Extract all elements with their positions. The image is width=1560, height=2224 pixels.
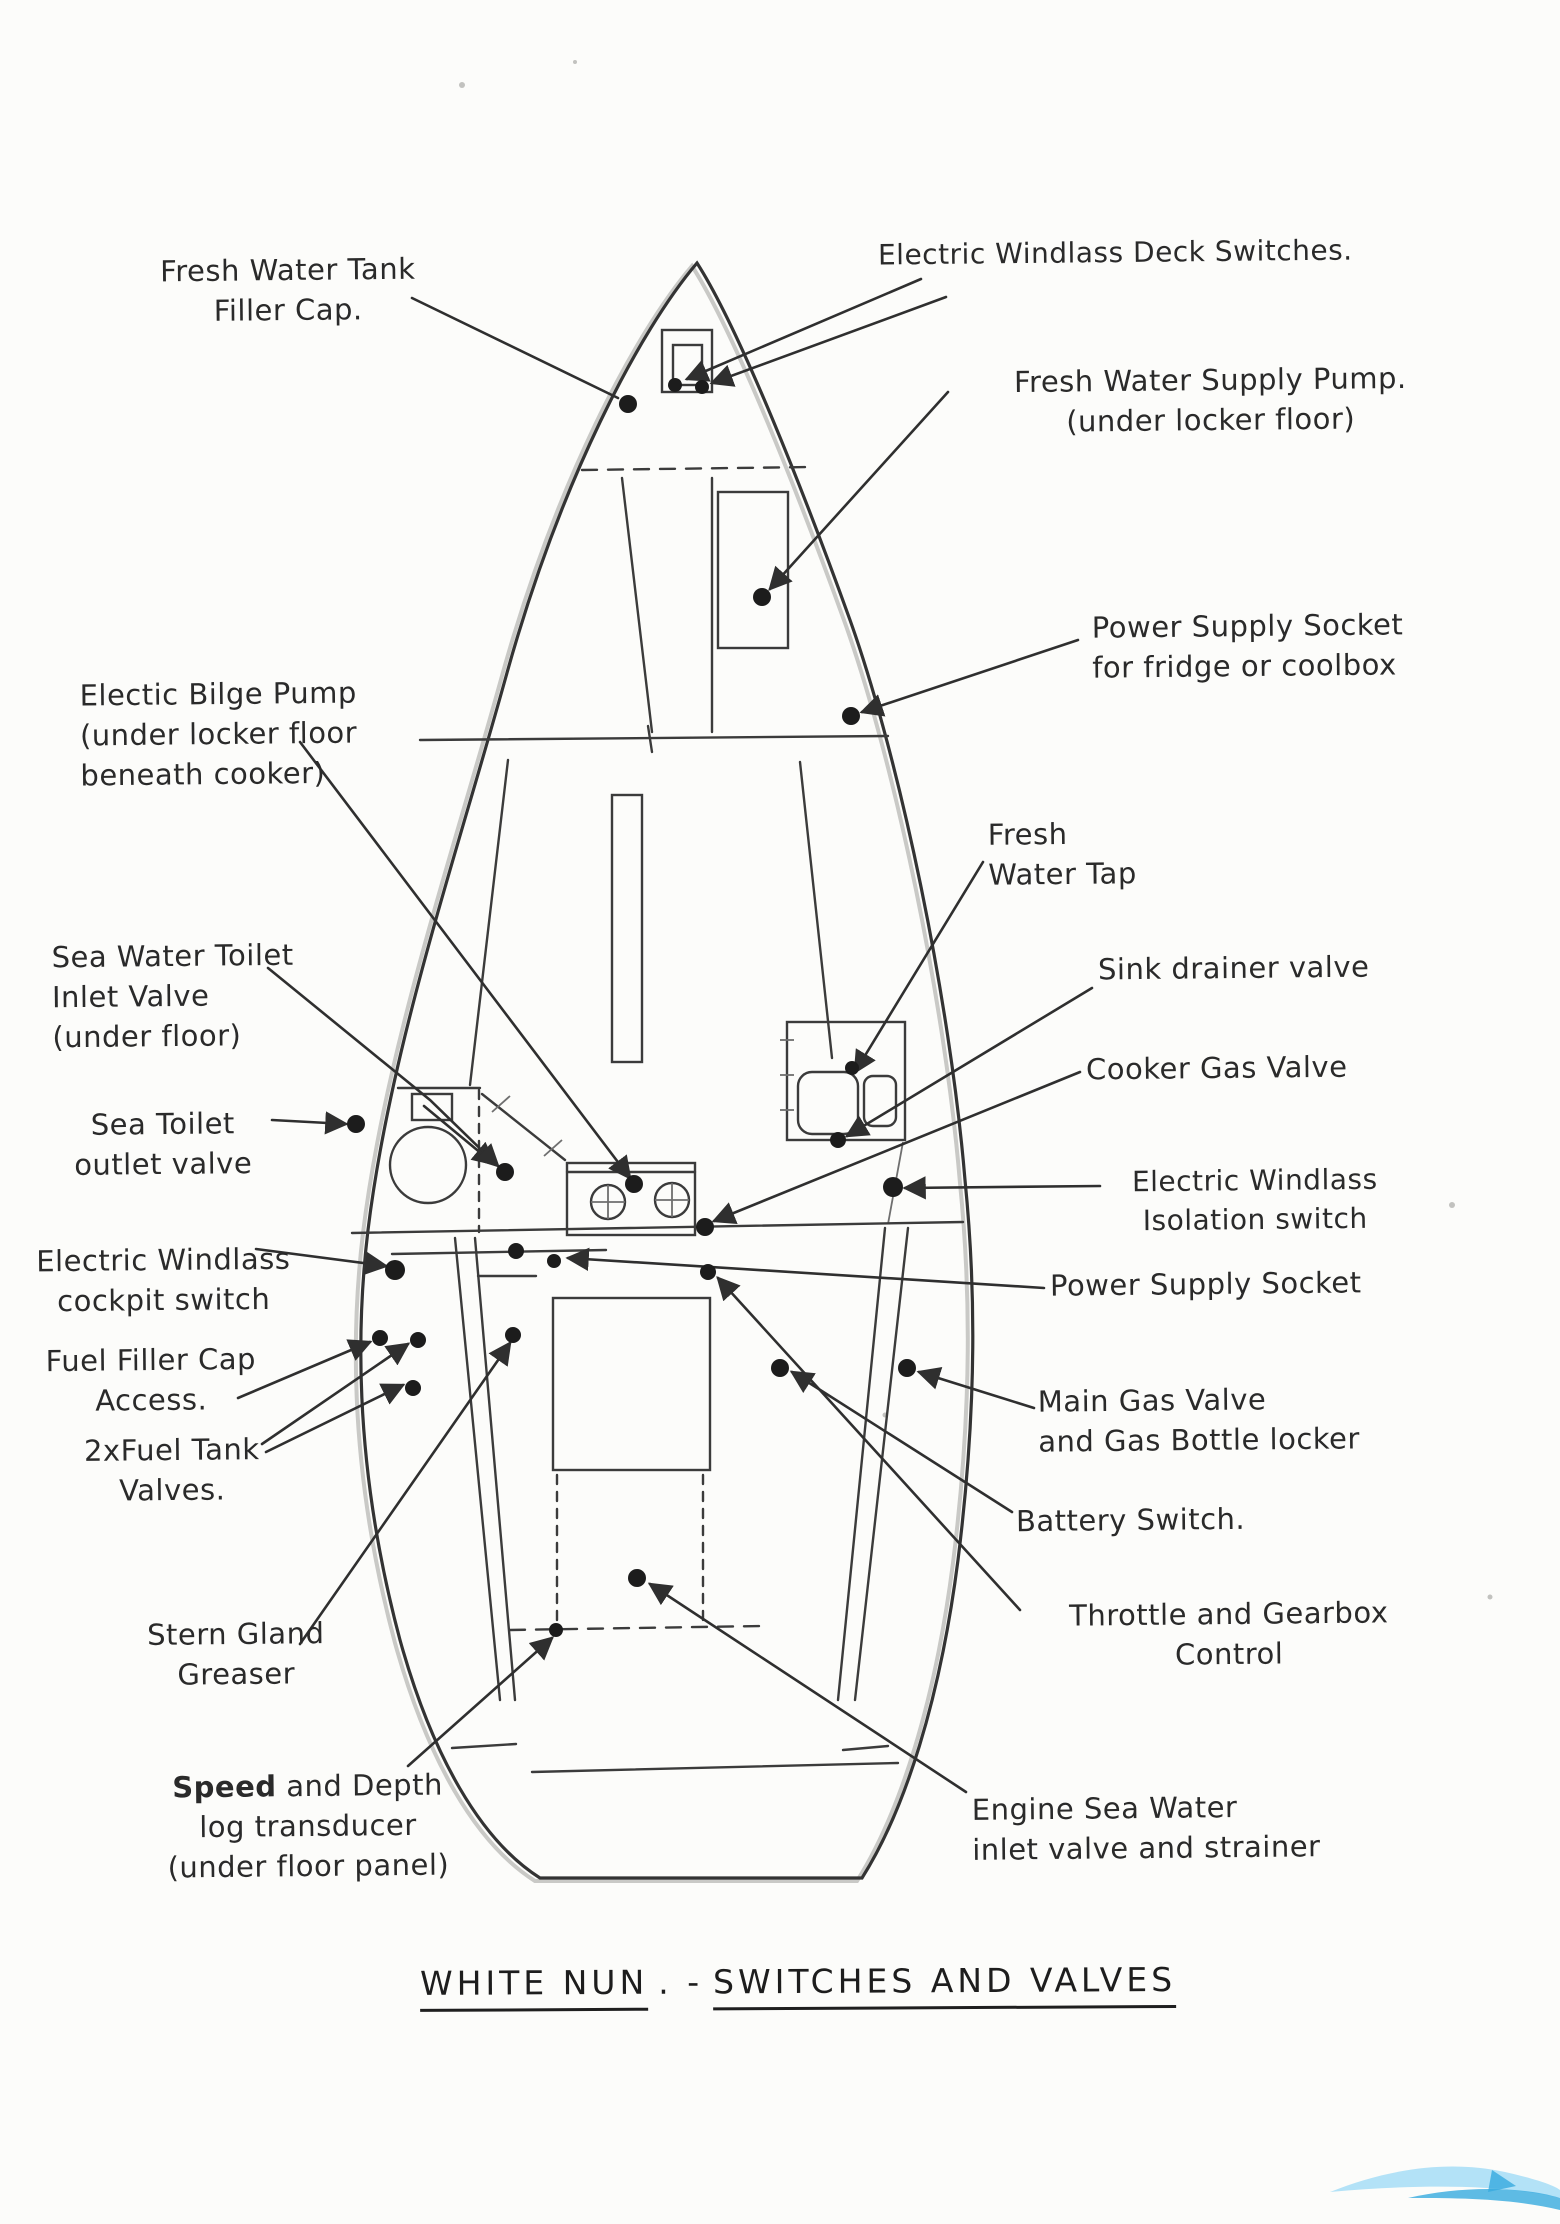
label-throttle: Throttle and Gearbox Control (1069, 1595, 1389, 1672)
paper-specks (459, 60, 1493, 1600)
cockpit (452, 1228, 908, 1772)
lead-stern-gland (300, 1343, 510, 1644)
cooker-unit (567, 1163, 695, 1235)
dot-isolation-switch (883, 1177, 903, 1197)
label-engine-inlet: Engine Sea Water inlet valve and strainer (971, 1790, 1321, 1867)
label-transducer-bold: Speed (172, 1769, 277, 1805)
label-fresh-water-tank: Fresh Water Tank Filler Cap. (160, 251, 416, 328)
title-subject: SWITCHES AND VALVES (713, 1960, 1176, 2010)
dot-power-socket-b (547, 1254, 561, 1268)
label-main-gas: Main Gas Valve and Gas Bottle locker (1037, 1382, 1361, 1459)
lead-deck-switch-2 (712, 297, 946, 383)
label-battery-switch: Battery Switch. (1015, 1501, 1246, 1539)
label-transducer-rest: and Depth log transducer (under floor panel) (167, 1767, 450, 1885)
label-fuel-tank-valves: 2xFuel Tank Valves. (83, 1432, 260, 1508)
dot-engine-inlet (628, 1569, 646, 1587)
dot-transducer (549, 1623, 563, 1637)
dot-cooker-gas (696, 1218, 714, 1236)
dot-deck-switch-1 (668, 378, 682, 392)
lead-sink-drainer (847, 988, 1092, 1136)
lead-engine-inlet (650, 1584, 966, 1792)
label-cooker-gas: Cooker Gas Valve (1085, 1049, 1348, 1087)
leader-lines (238, 279, 1100, 1792)
dot-power-socket-a (508, 1243, 524, 1259)
dot-water-tap (845, 1061, 859, 1075)
lead-main-gas (919, 1372, 1034, 1408)
dot-stern-gland (505, 1327, 521, 1343)
lead-throttle (718, 1278, 1020, 1610)
toilet-compartment (390, 1088, 565, 1232)
label-fridge-socket: Power Supply Socket for fridge or coolbox (1091, 607, 1404, 685)
dot-fresh-water-filler (619, 395, 637, 413)
lead-deck-switch-1 (687, 279, 921, 379)
lead-battery (792, 1372, 1012, 1512)
dot-fridge-socket (842, 707, 860, 725)
lead-toilet-outlet (272, 1120, 346, 1124)
dot-sink-drainer (830, 1132, 846, 1148)
dot-cockpit-switch (385, 1260, 405, 1280)
label-toilet-outlet: Sea Toilet outlet valve (74, 1106, 253, 1182)
label-bilge-pump: Electic Bilge Pump (under locker floor beneath cooker) (79, 675, 358, 793)
label-toilet-inlet: Sea Water Toilet Inlet Valve (under floor) (51, 937, 294, 1055)
dot-deck-switch-2 (695, 380, 709, 394)
dot-battery (771, 1359, 789, 1377)
label-stern-gland: Stern Gland Greaser (146, 1616, 325, 1692)
lead-water-tap (855, 862, 983, 1072)
dot-fuel-valve-1 (410, 1332, 426, 1348)
label-windlass-deck-switches: Electric Windlass Deck Switches. (877, 233, 1353, 272)
bridge-deck (352, 1222, 963, 1276)
dot-toilet-outlet (347, 1115, 365, 1133)
label-fresh-water-pump: Fresh Water Supply Pump. (under locker floor) (1013, 360, 1407, 439)
dot-bilge-pump (625, 1175, 643, 1193)
label-isolation-switch: Electric Windlass Isolation switch (1131, 1162, 1378, 1237)
label-sink-drainer: Sink drainer valve (1097, 949, 1370, 987)
label-transducer (127, 1764, 488, 1888)
dot-toilet-inlet (496, 1163, 514, 1181)
dot-main-gas (898, 1359, 916, 1377)
label-fresh-water-tap: Fresh Water Tap (987, 816, 1137, 892)
diagram-title (419, 1959, 1177, 2003)
dot-fuel-valve-2 (405, 1380, 421, 1396)
hull-outline (356, 263, 973, 1881)
dot-throttle (700, 1264, 716, 1280)
lead-isolation-switch (905, 1186, 1100, 1188)
title-separator: . - (658, 1962, 704, 2002)
lead-fridge-socket (862, 640, 1078, 712)
watermark-logo (1330, 2166, 1560, 2210)
label-fuel-filler: Fuel Filler Cap Access. (45, 1341, 257, 1418)
label-cockpit-switch: Electric Windlass cockpit switch (36, 1241, 291, 1319)
label-power-socket: Power Supply Socket (1049, 1265, 1362, 1303)
dot-fuel-filler (372, 1330, 388, 1346)
title-boat-name: WHITE NUN (420, 1963, 648, 2012)
dot-fresh-pump (753, 588, 771, 606)
forward-compartments (420, 467, 888, 752)
